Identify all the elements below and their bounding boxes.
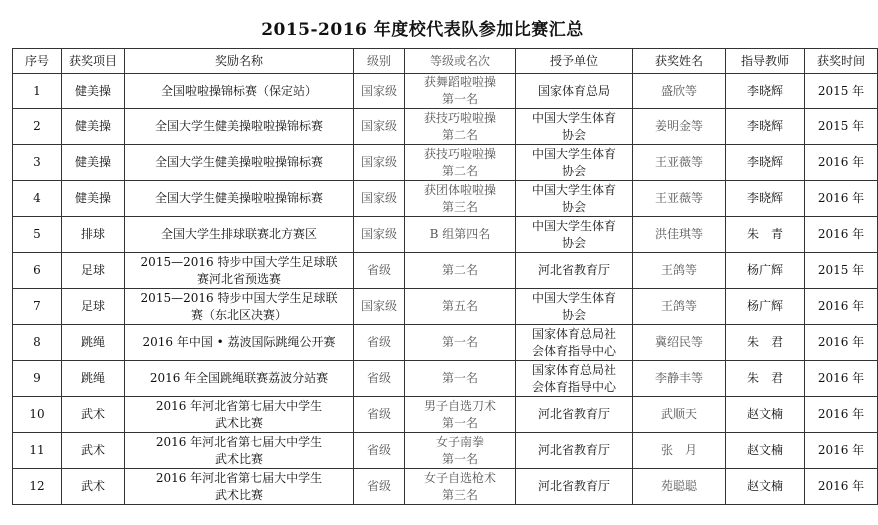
cell-rank: 获舞蹈啦啦操 第一名: [405, 74, 516, 109]
cell-unit: 中国大学生体育 协会: [516, 109, 633, 145]
cell-level: 省级: [354, 253, 405, 289]
cell-unit: 河北省教育厅: [516, 433, 633, 469]
header-rank: 等级或名次: [405, 49, 516, 74]
cell-rank: 获团体啦啦操 第三名: [405, 181, 516, 217]
cell-award: 2016 年河北省第七届大中学生 武术比赛: [125, 397, 354, 433]
cell-level: 省级: [354, 433, 405, 469]
cell-unit: 河北省教育厅: [516, 397, 633, 433]
cell-unit: 中国大学生体育 协会: [516, 289, 633, 325]
cell-level: 国家级: [354, 109, 405, 145]
cell-unit: 河北省教育厅: [516, 469, 633, 505]
cell-no: 3: [13, 145, 62, 181]
cell-level: 省级: [354, 325, 405, 361]
header-level: 级别: [354, 49, 405, 74]
cell-item: 排球: [62, 217, 125, 253]
cell-rank: 第二名: [405, 253, 516, 289]
cell-award: 全国大学生健美操啦啦操锦标赛: [125, 181, 354, 217]
table-row: [13, 433, 878, 469]
table-row: [13, 289, 878, 325]
document-title: 2015-2016 年度校代表队参加比赛汇总: [261, 20, 584, 40]
cell-award: 全国大学生排球联赛北方赛区: [125, 217, 354, 253]
cell-award: 2015—2016 特步中国大学生足球联 赛河北省预选赛: [125, 253, 354, 289]
cell-item: 武术: [62, 397, 125, 433]
cell-no: 4: [13, 181, 62, 217]
cell-no: 5: [13, 217, 62, 253]
cell-name: 王亚薇等: [633, 181, 726, 217]
cell-level: 国家级: [354, 181, 405, 217]
cell-coach: 李晓辉: [726, 74, 805, 109]
cell-item: 跳绳: [62, 361, 125, 397]
table-row: [13, 325, 878, 361]
table-row: [13, 217, 878, 253]
cell-name: 李静丰等: [633, 361, 726, 397]
cell-name: 洪佳琪等: [633, 217, 726, 253]
cell-level: 省级: [354, 469, 405, 505]
cell-rank: 女子自选枪术 第三名: [405, 469, 516, 505]
cell-level: 省级: [354, 397, 405, 433]
cell-level: 国家级: [354, 145, 405, 181]
cell-no: 7: [13, 289, 62, 325]
cell-rank: 获技巧啦啦操 第二名: [405, 109, 516, 145]
cell-level: 国家级: [354, 217, 405, 253]
cell-award: 2015—2016 特步中国大学生足球联 赛（东北区决赛）: [125, 289, 354, 325]
cell-no: 1: [13, 74, 62, 109]
cell-time: 2015 年: [805, 74, 878, 109]
cell-unit: 中国大学生体育 协会: [516, 145, 633, 181]
cell-name: 苑聪聪: [633, 469, 726, 505]
cell-no: 8: [13, 325, 62, 361]
cell-award: 全国大学生健美操啦啦操锦标赛: [125, 145, 354, 181]
table-body: [13, 74, 878, 505]
header-name: 获奖姓名: [633, 49, 726, 74]
cell-name: 盛欣等: [633, 74, 726, 109]
cell-rank: B 组第四名: [405, 217, 516, 253]
cell-no: 9: [13, 361, 62, 397]
cell-award: 2016 年河北省第七届大中学生 武术比赛: [125, 433, 354, 469]
cell-time: 2016 年: [805, 325, 878, 361]
cell-name: 王鸽等: [633, 289, 726, 325]
cell-time: 2015 年: [805, 253, 878, 289]
cell-level: 国家级: [354, 289, 405, 325]
cell-item: 武术: [62, 469, 125, 505]
cell-time: 2016 年: [805, 217, 878, 253]
cell-no: 10: [13, 397, 62, 433]
awards-table: [12, 48, 878, 505]
cell-coach: 李晓辉: [726, 109, 805, 145]
table-row: [13, 145, 878, 181]
cell-time: 2016 年: [805, 289, 878, 325]
table-row: [13, 397, 878, 433]
cell-coach: 朱 君: [726, 361, 805, 397]
cell-item: 武术: [62, 433, 125, 469]
cell-coach: 李晓辉: [726, 145, 805, 181]
table-row: [13, 469, 878, 505]
cell-item: 健美操: [62, 181, 125, 217]
cell-time: 2015 年: [805, 109, 878, 145]
cell-time: 2016 年: [805, 145, 878, 181]
cell-coach: 李晓辉: [726, 181, 805, 217]
cell-item: 健美操: [62, 145, 125, 181]
header-item: 获奖项目: [62, 49, 125, 74]
table-row: [13, 361, 878, 397]
cell-coach: 朱 君: [726, 325, 805, 361]
cell-coach: 赵文楠: [726, 397, 805, 433]
cell-unit: 国家体育总局: [516, 74, 633, 109]
header-award: 奖励名称: [125, 49, 354, 74]
cell-coach: 杨广辉: [726, 289, 805, 325]
header-no: 序号: [13, 49, 62, 74]
cell-unit: 国家体育总局社 会体育指导中心: [516, 361, 633, 397]
cell-name: 武顺天: [633, 397, 726, 433]
cell-unit: 中国大学生体育 协会: [516, 217, 633, 253]
cell-coach: 杨广辉: [726, 253, 805, 289]
cell-level: 省级: [354, 361, 405, 397]
cell-item: 足球: [62, 289, 125, 325]
cell-rank: 第五名: [405, 289, 516, 325]
cell-item: 足球: [62, 253, 125, 289]
cell-time: 2016 年: [805, 397, 878, 433]
cell-name: 王鸽等: [633, 253, 726, 289]
header-time: 获奖时间: [805, 49, 878, 74]
cell-time: 2016 年: [805, 469, 878, 505]
table-header-row: [13, 49, 878, 74]
cell-award: 2016 年全国跳绳联赛荔波分站赛: [125, 361, 354, 397]
cell-rank: 获技巧啦啦操 第二名: [405, 145, 516, 181]
cell-award: 2016 年河北省第七届大中学生 武术比赛: [125, 469, 354, 505]
cell-level: 国家级: [354, 74, 405, 109]
table-row: [13, 181, 878, 217]
cell-no: 11: [13, 433, 62, 469]
cell-time: 2016 年: [805, 361, 878, 397]
cell-award: 2016 年中国 • 荔波国际跳绳公开赛: [125, 325, 354, 361]
cell-coach: 赵文楠: [726, 469, 805, 505]
table-row: [13, 253, 878, 289]
cell-name: 姜明金等: [633, 109, 726, 145]
cell-time: 2016 年: [805, 433, 878, 469]
cell-item: 健美操: [62, 109, 125, 145]
cell-item: 跳绳: [62, 325, 125, 361]
header-unit: 授予单位: [516, 49, 633, 74]
cell-name: 冀绍民等: [633, 325, 726, 361]
cell-coach: 朱 青: [726, 217, 805, 253]
cell-rank: 女子南拳 第一名: [405, 433, 516, 469]
cell-no: 6: [13, 253, 62, 289]
cell-item: 健美操: [62, 74, 125, 109]
cell-award: 全国啦啦操锦标赛（保定站）: [125, 74, 354, 109]
cell-time: 2016 年: [805, 181, 878, 217]
cell-rank: 男子自选刀术 第一名: [405, 397, 516, 433]
cell-name: 张 月: [633, 433, 726, 469]
cell-coach: 赵文楠: [726, 433, 805, 469]
cell-unit: 中国大学生体育 协会: [516, 181, 633, 217]
cell-rank: 第一名: [405, 325, 516, 361]
cell-unit: 国家体育总局社 会体育指导中心: [516, 325, 633, 361]
cell-name: 王亚薇等: [633, 145, 726, 181]
header-coach: 指导教师: [726, 49, 805, 74]
cell-rank: 第一名: [405, 361, 516, 397]
cell-award: 全国大学生健美操啦啦操锦标赛: [125, 109, 354, 145]
cell-no: 2: [13, 109, 62, 145]
cell-no: 12: [13, 469, 62, 505]
table-row: [13, 74, 878, 109]
cell-unit: 河北省教育厅: [516, 253, 633, 289]
table-row: [13, 109, 878, 145]
